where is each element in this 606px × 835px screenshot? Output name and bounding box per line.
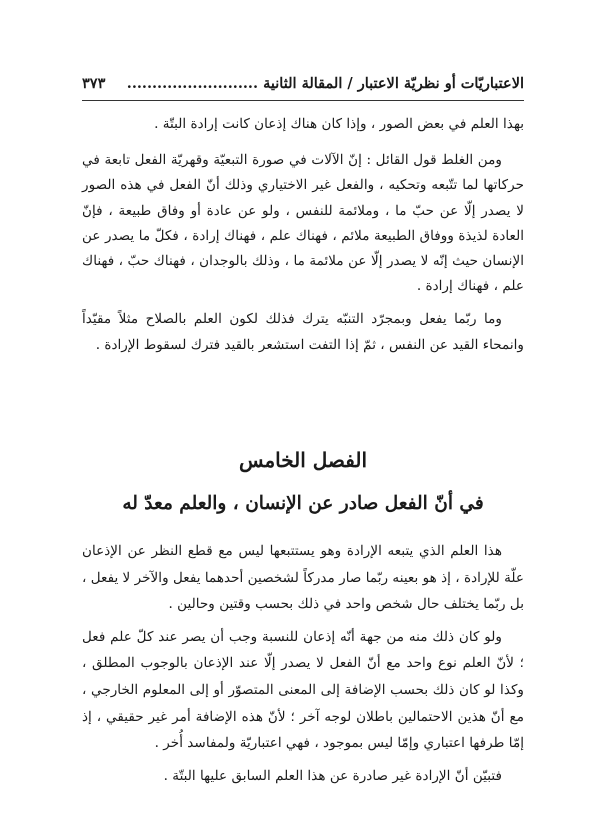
body-text-bottom [82, 538, 524, 789]
paragraph: بهذا العلم في بعض الصور ، وإذا كان هناك إذعان كانت إرادة البتّة . [154, 116, 524, 132]
chapter-subtitle: في أنّ الفعل صادر عن الإنسان ، والعلم معدّ له [122, 493, 484, 514]
paragraph: ولو كان ذلك منه من جهة أنّه إذعان للنسبة وجب أن يصر عند كلّ علم فعل ؛ لأنّ العلم نوع واحد مع أنّ الفعل لا يصدر إلّا عند الإذعان بالوجوب المطلق ، وكذا لو كان ذلك بحسب الإضافة إلى المعنى المتصوّر أو إلى المعلوم الخارجي ، مع أنّ هذين الاحتمالين باطلان لوجه آخر ؛ لأنّ هذه الإضافة أمر غير حقيقي ، إذ إمّا طرفها اعتباري وإمّا ليس بموجود ، فهي اعتباريّة ولمفاسد أُخر . [82, 628, 524, 752]
chapter-title: الفصل الخامس [238, 448, 368, 472]
paragraph: ومن الغلط قول القائل : إنّ الآلات في صورة التبعيّة وقهريّة الفعل تابعة في حركاتها لما تتّبعه وتحكيه ، والفعل غير الاختياري وذلك أنّ الفعل في هذه الصور لا يصدر إلّا عن حبّ ما ، وملائمة للنفس ، ولو عن عادة أو وفاق طبيعة ، فإنّ العادة لذيذة ووفاق الطبيعة ملائم ، فهناك علم ، فهناك إرادة ، فكلّ ما يصدر عن الإنسان حيث إنّه لا يصدر إلّا عن ملائمة ما ، وذلك بالوجدان ، فهناك حبّ ، فهناك علم ، فهناك إرادة . [82, 152, 524, 295]
header-title-text: الاعتباريّات أو نظريّة الاعتبار / المقالة الثانية [263, 74, 524, 92]
paragraph: فتبيّن أنّ الإرادة غير صادرة عن هذا العلم السابق عليها البتّة . [163, 767, 502, 784]
header-leader-dots: .......................... [126, 74, 259, 92]
page-number: ٣٧٣ [82, 74, 106, 92]
paragraph: هذا العلم الذي يتبعه الإرادة وهو يستتبعها ليس مع قطع النظر عن الإذعان علّة للإرادة ، إذ هو بعينه ربّما صار مدركاً لشخصين أحدهما يفعل والآخر لا يفعل ، بل ربّما يختلف حال شخص واحد في ذلك بحسب وقتين وحالين . [82, 543, 524, 613]
header-title [127, 75, 524, 92]
body-text-top [82, 112, 524, 358]
running-header [82, 70, 524, 101]
paragraph: وما ربّما يفعل وبمجرّد التنبّه يترك فذلك لكون العلم بالصلاح مثلاً مقيّداً وانمحاء القيد عن النفس ، ثمّ إذا التفت استشعر بالقيد فترك لسقوط الإرادة . [82, 311, 524, 353]
